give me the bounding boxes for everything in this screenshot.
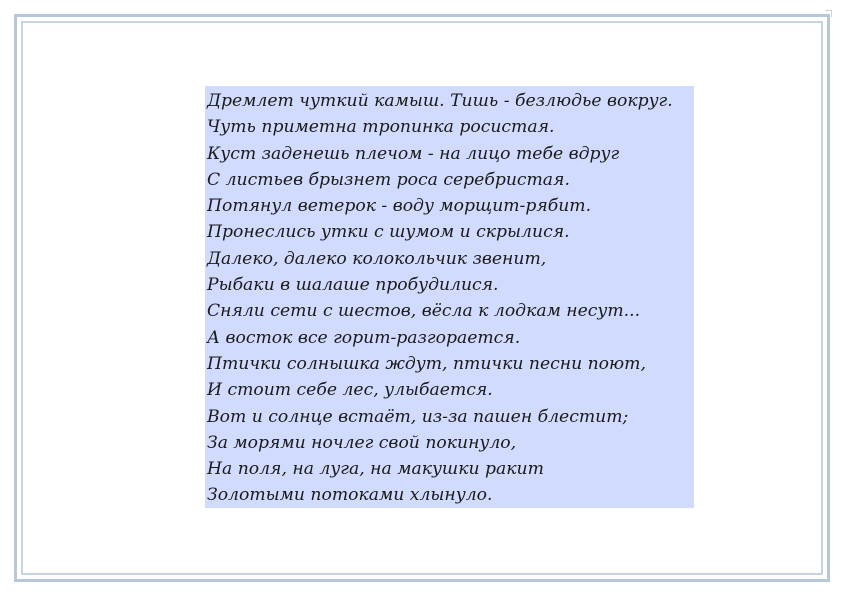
poem-line-9: Сняли сети с шестов, вёсла к лодкам несут...: [207, 301, 641, 322]
poem-line-7: Далеко, далеко колокольчик звенит,: [207, 248, 547, 269]
poem-line-10: А восток все горит-разгорается.: [207, 327, 521, 348]
poem-line-2: Чуть приметна тропинка росистая.: [207, 117, 555, 138]
poem-line-15: На поля, на луга, на макушки ракит: [207, 459, 544, 480]
poem-line-4: С листьев брызнет роса серебристая.: [207, 169, 570, 190]
poem-line-13: Вот и солнце встаёт, из-за пашен блестит;: [207, 406, 629, 427]
frame-corner-decoration: [825, 10, 832, 17]
poem-text-box: [205, 86, 694, 508]
poem-line-8: Рыбаки в шалаше пробудилися.: [207, 275, 499, 296]
poem-line-16: Золотыми потоками хлынуло.: [207, 485, 493, 506]
poem-line-3: Куст заденешь плечом - на лицо тебе вдруг: [207, 143, 620, 164]
poem-line-12: И стоит себе лес, улыбается.: [207, 380, 493, 401]
poem-line-1: Дремлет чуткий камыш. Тишь - безлюдье вокруг.: [207, 91, 673, 111]
poem-line-11: Птички солнышка ждут, птички песни поют,: [207, 353, 646, 374]
poem-line-6: Пронеслись утки с шумом и скрылися.: [207, 222, 570, 243]
poem-line-5: Потянул ветерок - воду морщит-рябит.: [207, 196, 592, 217]
poem-line-14: За морями ночлег свой покинуло,: [207, 432, 517, 453]
